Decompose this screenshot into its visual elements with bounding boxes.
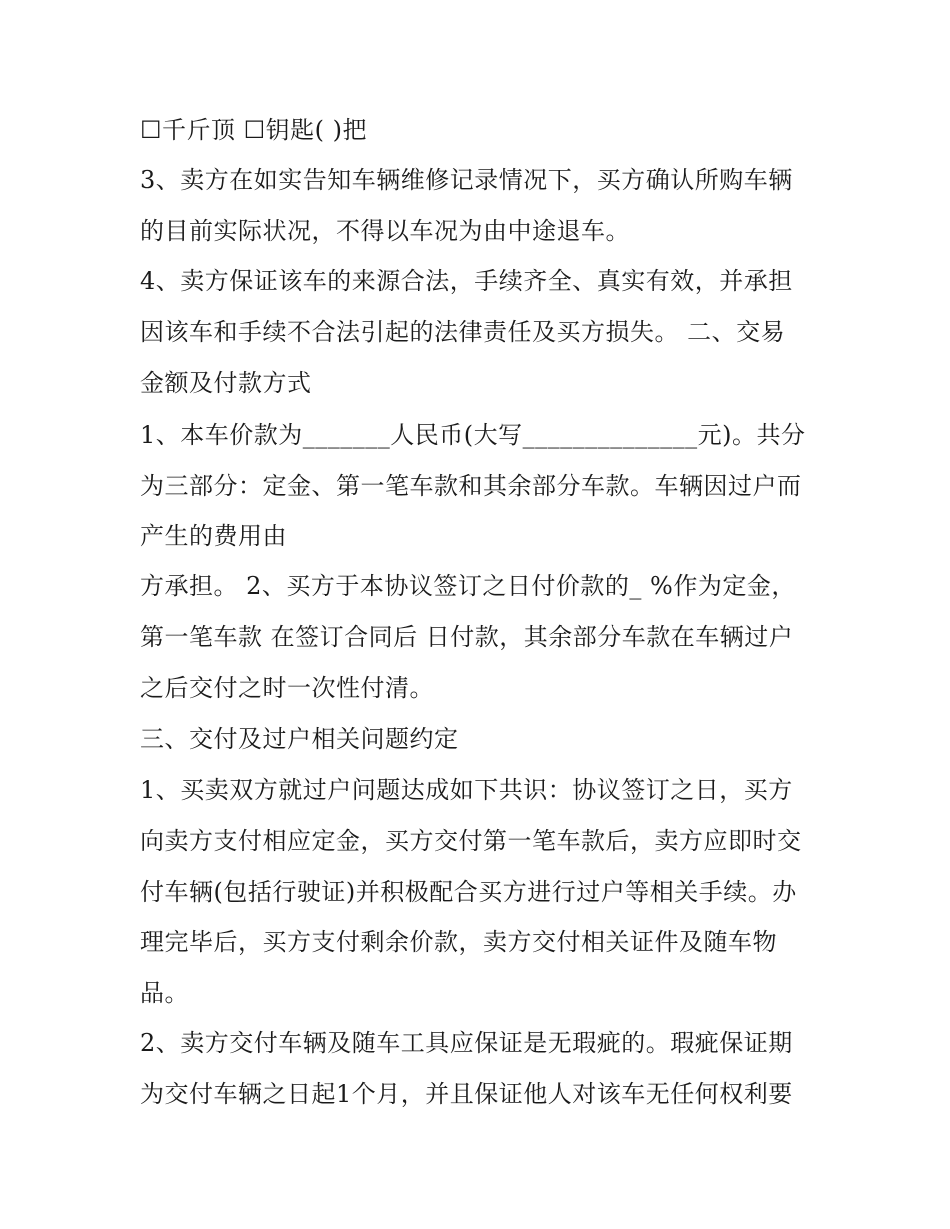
line-warranty-clause-2-cont: 为交付车辆之日起1个月，并且保证他人对该车无任何权利要 [140,1080,793,1108]
line-clause-3: 3、卖方在如实告知车辆维修记录情况下，买方确认所购车辆 [140,166,793,194]
line-price-parts: 为三部分：定金、第一笔车款和其余部分车款。车辆因过户而 [140,472,802,500]
line-section-3-heading: 三、交付及过户相关问题约定 [140,725,459,753]
line-clause-4-cont: 因该车和手续不合法引起的法律责任及买方损失。 二、交易 [140,318,786,346]
line-transfer-clause-1-cont-a: 向卖方支付相应定金，买方交付第一笔车款后，卖方应即时交 [140,827,802,855]
line-deposit-clause: 方承担。 2、买方于本协议签订之日付价款的_ %作为定金， [140,572,796,600]
line-price-clause-1: 1、本车价款为_______人民币(大写______________元)。共分 [140,421,806,449]
line-clause-4: 4、卖方保证该车的来源合法，手续齐全、真实有效，并承担 [140,267,793,295]
line-tools-keys: ☐千斤顶 ☐钥匙( )把 [140,116,368,144]
line-transfer-clause-1-cont-b: 付车辆(包括行驶证)并积极配合买方进行过户等相关手续。办 [140,878,797,906]
line-section-2-heading: 金额及付款方式 [140,369,312,397]
line-warranty-clause-2: 2、卖方交付车辆及随车工具应保证是无瑕疵的。瑕疵保证期 [140,1029,793,1057]
line-final-payment: 之后交付之时一次性付清。 [140,674,434,702]
line-clause-3-cont: 的目前实际状况，不得以车况为由中途退车。 [140,217,630,245]
line-transfer-clause-1-end: 品。 [140,979,189,1007]
line-transfer-clause-1: 1、买卖双方就过户问题达成如下共识：协议签订之日，买方 [140,776,793,804]
line-first-payment: 第一笔车款 在签订合同后 日付款，其余部分车款在车辆过户 [140,623,794,651]
line-fee-bearer: 产生的费用由 [140,522,287,550]
line-transfer-clause-1-cont-c: 理完毕后，买方支付剩余价款，卖方交付相关证件及随车物 [140,928,777,956]
